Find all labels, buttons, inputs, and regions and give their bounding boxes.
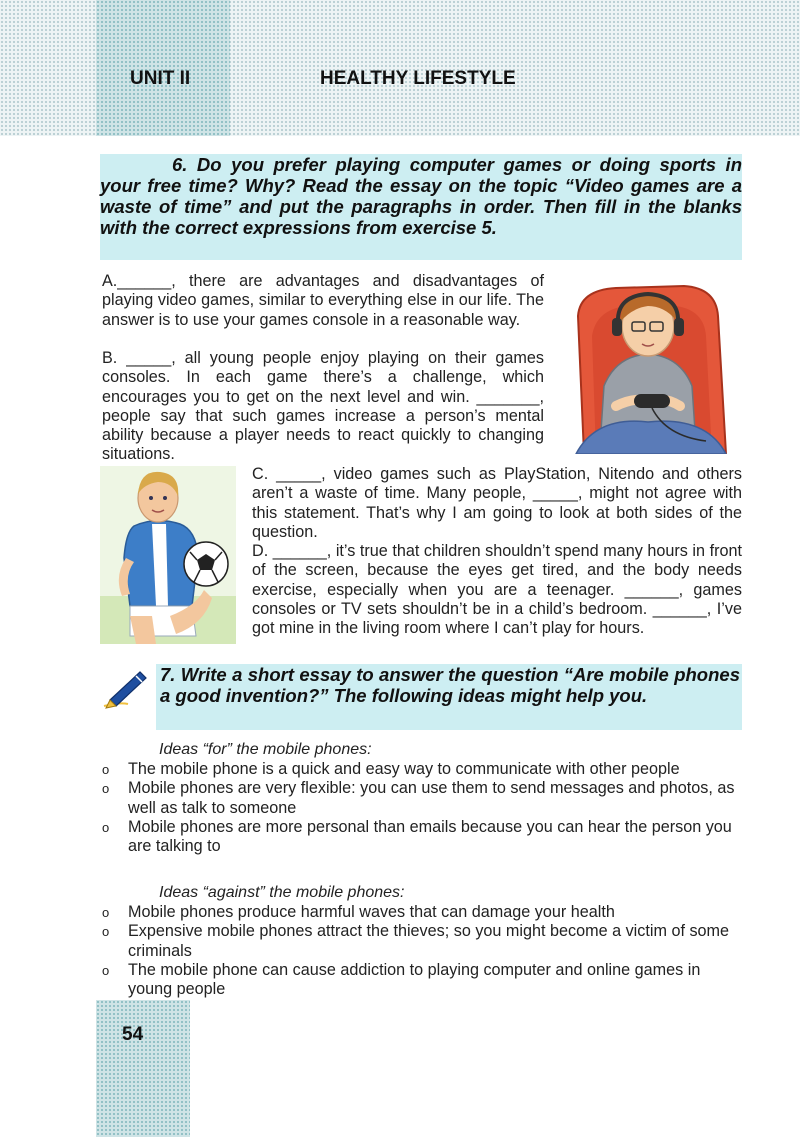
- list-item: [100, 961, 740, 1000]
- list-item: [100, 760, 740, 779]
- list-item: [100, 779, 740, 818]
- essay-paragraph-b: B. _____, all young people enjoy playing on their games consoles. In each game there’s a challenge, which encourages you to get on the next level and win. _______, people say that such games increase a person’s mental ability because a player needs to react quickly to changing situations.: [102, 349, 544, 464]
- list-item-text: Mobile phones produce harmful waves that can damage your health: [128, 903, 615, 921]
- task-6-instructions: 6. Do you prefer playing computer games or doing sports in your free time? Why? Read the essay on the topic “Video games are a waste of time” and put the paragraphs in order. Then fill in the blanks with the correct expressions from exercise 5.: [100, 154, 742, 238]
- bullet-marker: o: [102, 762, 110, 777]
- ideas-for-heading: Ideas “for” the mobile phones:: [159, 741, 372, 758]
- list-item: [100, 903, 740, 922]
- bullet-marker: o: [102, 905, 110, 920]
- ideas-for-list: [100, 760, 740, 856]
- list-item-text: Mobile phones are more personal than emails because you can hear the person you are talking to: [128, 817, 732, 856]
- writing-pen-icon: [100, 666, 150, 710]
- unit-topic: HEALTHY LIFESTYLE: [320, 68, 516, 89]
- task-6-highlight: [100, 154, 742, 260]
- list-item-text: The mobile phone is a quick and easy way to communicate with other people: [128, 760, 680, 778]
- bullet-marker: o: [102, 924, 110, 940]
- bullet-marker: o: [102, 819, 110, 835]
- boy-with-football-image: [100, 466, 236, 644]
- list-item: [100, 922, 740, 961]
- essay-paragraph-a: A.______, there are advantages and disadvantages of playing video games, similar to everything else in our life. The answer is to use your games console in a reasonable way.: [102, 272, 544, 329]
- ideas-against-list: [100, 903, 740, 999]
- essay-paragraph-d: D. ______, it’s true that children shouldn’t spend many hours in front of the screen, because the eyes get tired, and the body needs exercise, especially when you are a teenager. ______, games consoles or TV sets shouldn’t be in a child’s bedroom. ______, I’ve got mine in the living room where I can’t play for hours.: [252, 542, 742, 638]
- list-item-text: The mobile phone can cause addiction to playing computer and online games in young people: [128, 960, 701, 999]
- unit-label: UNIT II: [130, 68, 191, 89]
- essay-paragraph-c: C. _____, video games such as PlayStation, Nitendo and others aren’t a waste of time. Many people, _____, might not agree with this statement. That’s why I am going to look at both sides of the question.: [252, 465, 742, 541]
- page-number: 54: [122, 1024, 144, 1045]
- list-item-text: Expensive mobile phones attract the thieves; so you might become a victim of some criminals: [128, 922, 730, 960]
- task-7-highlight: [156, 664, 742, 730]
- list-item-text: Mobile phones are very flexible: you can use them to send messages and photos, as well as talk to someone: [128, 779, 735, 817]
- bullet-marker: o: [102, 781, 110, 797]
- boy-playing-video-games-image: [556, 276, 742, 454]
- task-7-instructions: 7. Write a short essay to answer the question “Are mobile phones a good invention?” The following ideas might help you.: [160, 664, 740, 706]
- ideas-against-heading: Ideas “against” the mobile phones:: [159, 884, 405, 901]
- footer-accent-strip: [96, 1000, 190, 1137]
- list-item: [100, 818, 740, 857]
- bullet-marker: o: [102, 962, 110, 978]
